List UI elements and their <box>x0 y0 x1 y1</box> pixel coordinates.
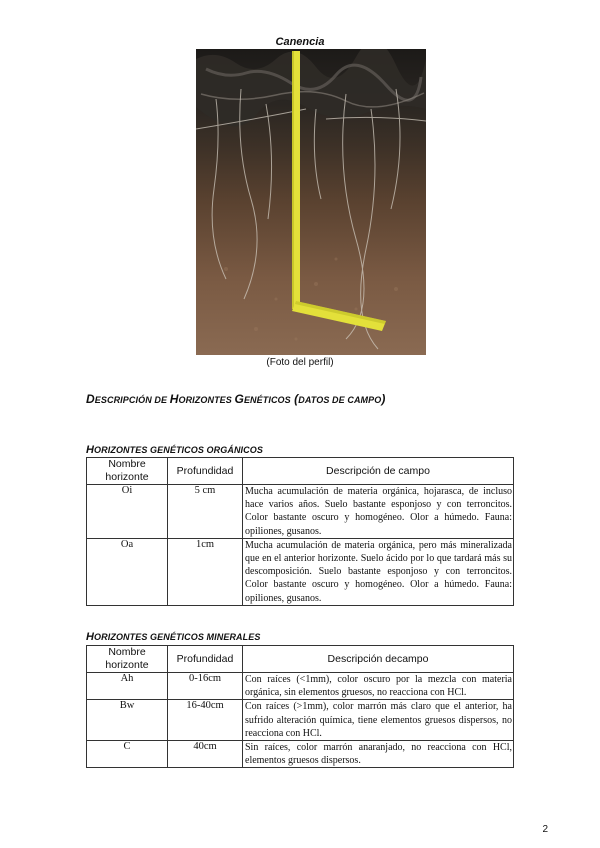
table-row <box>87 538 514 605</box>
horizon-depth: 5 cm <box>168 485 243 539</box>
horizon-description: Con raíces (>1mm), color marrón más claro que el anterior, ha sufrido alteración química, tiene elementos gruesos dispersos, no reacciona con HCl. <box>243 700 514 741</box>
mineral-horizons-table <box>86 645 514 768</box>
header-description: Descripción decampo <box>243 646 514 673</box>
header-name: Nombre horizonte <box>87 646 168 673</box>
horizon-description: Mucha acumulación de materia orgánica, pero más mineralizada que en el anterior horizonte. Suelo ácido por lo que tardará más su descomposición. Suelo bastante esponjoso y con terroncitos. Color bastante oscuro y homogéneo. Olor a húmedo. Fauna: opiliones, gusanos. <box>243 538 514 605</box>
header-name: Nombre horizonte <box>87 458 168 485</box>
header-depth: Profundidad <box>168 646 243 673</box>
table-row <box>87 673 514 700</box>
table-row <box>87 741 514 768</box>
horizon-name: Oi <box>87 485 168 539</box>
organic-horizons-table <box>86 457 514 606</box>
horizon-name: Bw <box>87 700 168 741</box>
header-depth: Profundidad <box>168 458 243 485</box>
photo-caption-bottom: (Foto del perfil) <box>266 357 334 368</box>
horizon-description: Mucha acumulación de materia orgánica, hojarasca, de incluso hace varios años. Suelo bastante esponjoso y con terroncitos. Color bastante oscuro y homogéneo. Olor a húmedo. Fauna: opiliones, gusanos. <box>243 485 514 539</box>
horizon-depth: 0-16cm <box>168 673 243 700</box>
horizon-name: C <box>87 741 168 768</box>
section-heading: DESCRIPCIÓN DE HORIZONTES GENÉTICOS (DATOS DE CAMPO) <box>86 392 386 406</box>
table-header-row <box>87 646 514 673</box>
table-header-row <box>87 458 514 485</box>
horizon-description: Con raíces (<1mm), color oscuro por la mezcla con materia orgánica, sin elementos gruesos, no reacciona con HCl. <box>243 673 514 700</box>
horizon-name: Oa <box>87 538 168 605</box>
horizon-depth: 16-40cm <box>168 700 243 741</box>
horizon-depth: 40cm <box>168 741 243 768</box>
table-row <box>87 700 514 741</box>
horizon-depth: 1cm <box>168 538 243 605</box>
organic-heading: HORIZONTES GENÉTICOS ORGÁNICOS <box>86 444 263 456</box>
header-description: Descripción de campo <box>243 458 514 485</box>
page-number: 2 <box>542 824 548 835</box>
horizon-name: Ah <box>87 673 168 700</box>
mineral-heading: HORIZONTES GENÉTICOS MINERALES <box>86 631 261 643</box>
photo-caption-top: Canencia <box>275 36 325 48</box>
horizon-description: Sin raíces, color marrón anaranjado, no reacciona con HCl, elementos gruesos dispersos. <box>243 741 514 768</box>
soil-profile-photo <box>196 49 426 355</box>
table-row <box>87 485 514 539</box>
